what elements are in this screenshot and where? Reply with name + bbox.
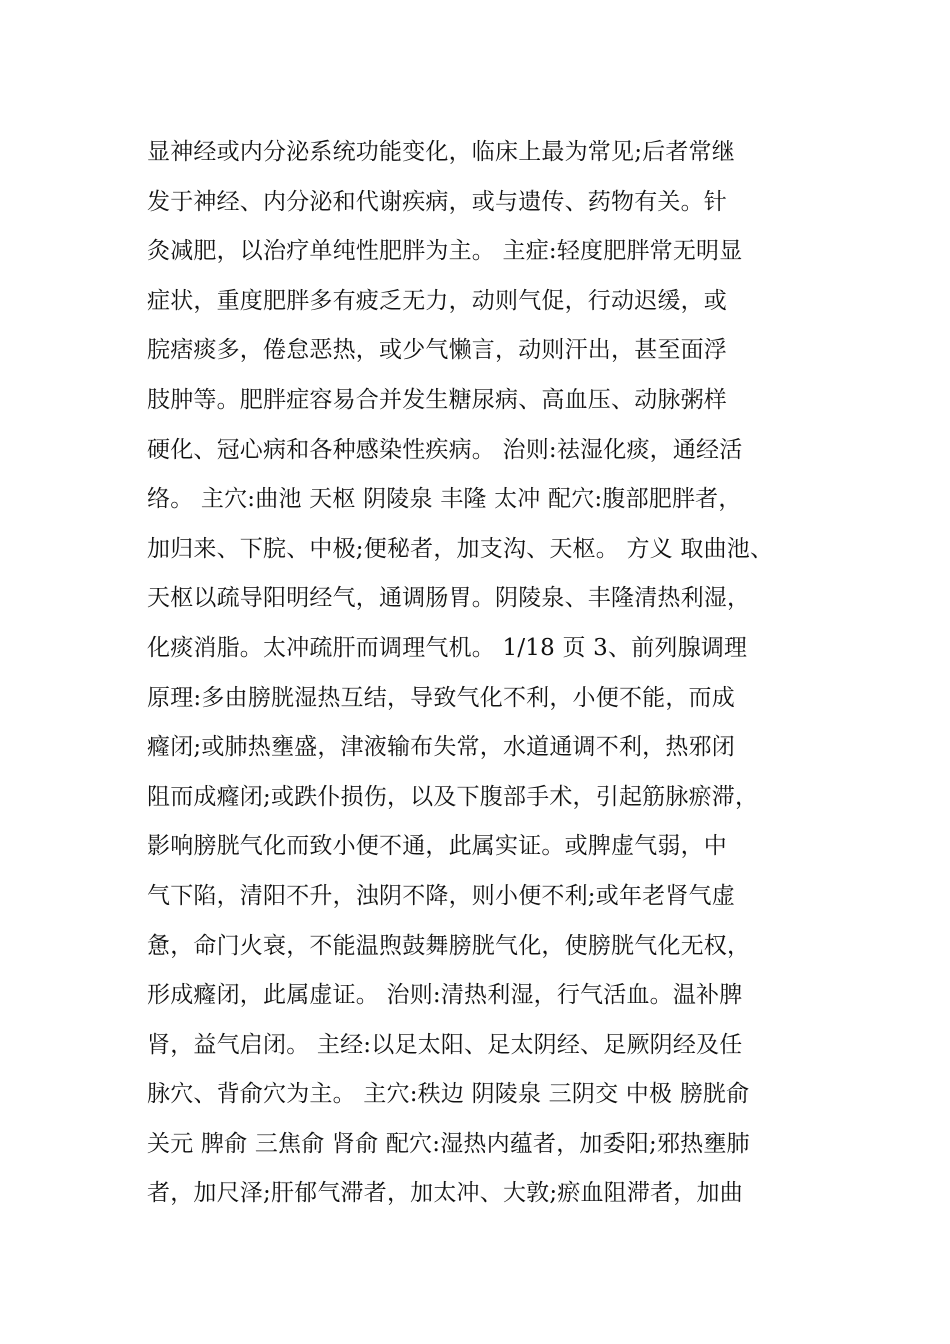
body-text bbox=[147, 128, 847, 1219]
text-line-7: 硬化、冠心病和各种感染性疾病。 治则:祛湿化痰，通经活 bbox=[147, 436, 743, 463]
text-line-21: 关元 脾俞 三焦俞 肾俞 配穴:湿热内蕴者，加委阳;邪热壅肺 bbox=[147, 1130, 750, 1157]
text-line-19: 肾，益气启闭。 主经:以足太阳、足太阴经、足厥阴经及任 bbox=[147, 1031, 743, 1058]
text-line-6: 肢肿等。肥胖症容易合并发生糖尿病、高血压、动脉粥样 bbox=[147, 386, 727, 413]
text-line-4: 症状，重度肥胖多有疲乏无力，动则气促，行动迟缓，或 bbox=[147, 287, 727, 314]
text-line-2: 发于神经、内分泌和代谢疾病，或与遗传、药物有关。针 bbox=[147, 188, 727, 215]
text-line-11: 化痰消脂。太冲疏肝而调理气机。 1/18 页 3、前列腺调理 bbox=[147, 634, 748, 661]
text-line-13: 癃闭;或肺热壅盛，津液输布失常，水道通调不利，热邪闭 bbox=[147, 734, 735, 761]
text-line-8: 络。 主穴:曲池 天枢 阴陵泉 丰隆 太冲 配穴:腹部肥胖者， bbox=[147, 486, 742, 513]
text-line-1: 显神经或内分泌系统功能变化，临床上最为常见;后者常继 bbox=[147, 139, 735, 165]
text-line-18: 形成癃闭，此属虚证。 治则:清热利湿，行气活血。温补脾 bbox=[147, 982, 743, 1009]
text-line-22: 者，加尺泽;肝郁气滞者，加太冲、大敦;瘀血阻滞者，加曲 bbox=[147, 1180, 743, 1207]
text-line-5: 脘痞痰多，倦怠恶热，或少气懒言，动则汗出，甚至面浮 bbox=[147, 337, 727, 364]
text-line-16: 气下陷，清阳不升，浊阴不降，则小便不利;或年老肾气虚 bbox=[147, 882, 735, 909]
text-line-17: 惫，命门火衰，不能温煦鼓舞膀胱气化，使膀胱气化无权， bbox=[147, 932, 751, 959]
text-line-14: 阻而成癃闭;或跌仆损伤，以及下腹部手术，引起筋脉瘀滞， bbox=[147, 783, 759, 810]
text-line-15: 影响膀胱气化而致小便不通，此属实证。或脾虚气弱，中 bbox=[147, 833, 727, 860]
text-line-12: 原理:多由膀胱湿热互结，导致气化不利，小便不能，而成 bbox=[147, 684, 735, 711]
text-line-20: 脉穴、背俞穴为主。 主穴:秩边 阴陵泉 三阴交 中极 膀胱俞 bbox=[147, 1081, 750, 1108]
text-line-3: 灸减肥，以治疗单纯性肥胖为主。 主症:轻度肥胖常无明显 bbox=[147, 238, 743, 265]
text-line-9: 加归来、下脘、中极;便秘者，加支沟、天枢。 方义 取曲池、 bbox=[147, 535, 774, 562]
text-line-10: 天枢以疏导阳明经气，通调肠胃。阴陵泉、丰隆清热利湿， bbox=[147, 585, 751, 612]
